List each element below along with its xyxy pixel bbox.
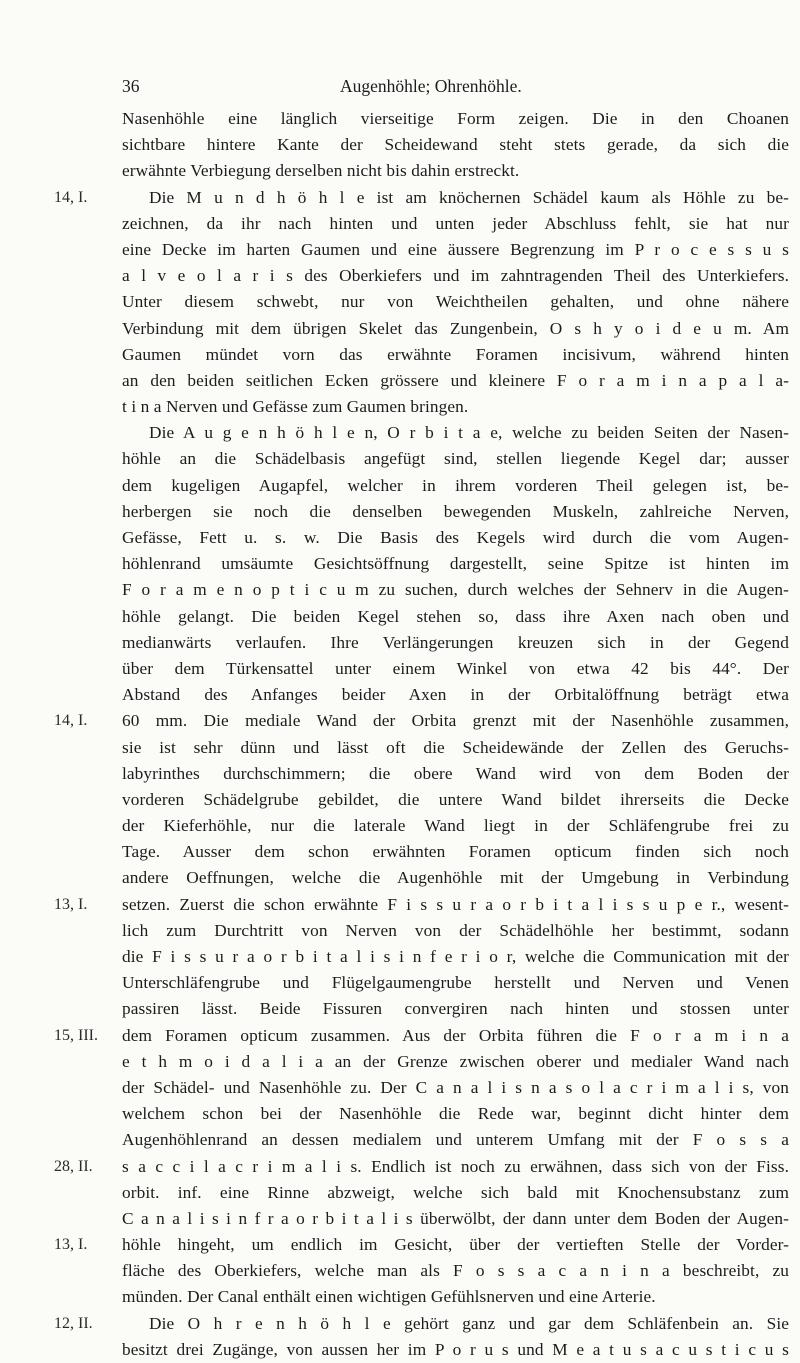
line-text: höhlenrand umsäumte Gesichtsöffnung dargestellt, seine Spitze ist hinten im [122,554,789,574]
text-line [0,1154,800,1180]
text-line [0,368,800,394]
text-line [0,577,800,603]
line-text: F o r a m e n o p t i c u m zu suchen, durch welches der Sehnerv in die Augen- [122,580,789,600]
line-text: erwähnte Verbiegung derselben nicht bis dahin erstreckt. [122,161,520,181]
line-text: medianwärts verlaufen. Ihre Verlängerungen kreuzen sich in der Gegend [122,632,789,652]
line-text: labyrinthes durchschimmern; die obere Wand wird von dem Boden der [122,763,789,783]
text-line [0,1180,800,1206]
text-line [0,263,800,289]
line-text: Verbindung mit dem übrigen Skelet das Zungenbein, O s h y o i d e u m. Am [122,318,789,338]
line-text: besitzt drei Zugänge, von aussen her im P o r u s und M e a t u s a c u s t i c u s [122,1339,789,1359]
line-text: dem Foramen opticum zusammen. Aus der Orbita führen die F o r a m i n a [122,1025,789,1045]
text-line [0,892,800,918]
text-line [0,839,800,865]
text-line [0,394,800,420]
text-line [0,787,800,813]
line-text: sie ist sehr dünn und lässt oft die Scheidewände der Zellen des Geruchs- [122,737,789,757]
line-text: a l v e o l a r i s des Oberkiefers und im zahntragenden Theil des Unterkiefers. [122,266,789,286]
line-text: lich zum Durchtritt von Nerven von der Schädelhöhle her bestimmt, sodann [122,920,789,940]
line-text: der Kieferhöhle, nur die laterale Wand liegt in der Schläfengrube frei zu [122,816,789,836]
line-text: s a c c i l a c r i m a l i s. Endlich ist noch zu erwähnen, dass sich von der Fiss. [122,1156,789,1176]
line-text: andere Oeffnungen, welche die Augenhöhle mit der Umgebung in Verbindung [122,868,789,888]
text-line [0,604,800,630]
text-line [0,473,800,499]
text-line [0,316,800,342]
line-text: e t h m o i d a l i a an der Grenze zwischen oberer und medialer Wand nach [122,1051,789,1071]
text-line [0,944,800,970]
text-line [0,682,800,708]
line-text: Die A u g e n h ö h l e n, O r b i t a e, welche zu beiden Seiten der Nasen- [149,423,789,443]
line-text: zeichnen, da ihr nach hinten und unten jeder Abschluss fehlt, sie hat nur [122,213,789,233]
margin-reference: 14, I. [54,188,88,206]
margin-reference: 14, I. [54,712,88,730]
text-line [0,656,800,682]
text-line [0,185,800,211]
line-text: Nasenhöhle eine länglich vierseitige Form zeigen. Die in den Choanen [122,109,789,128]
text-line [0,1284,800,1310]
text-line [0,735,800,761]
line-text: vorderen Schädelgrube gebildet, die untere Wand bildet ihrerseits die Decke [122,789,789,809]
line-text: Augenhöhlenrand an dessen medialem und unterem Umfang mit der F o s s a [122,1130,789,1150]
text-line [0,708,800,734]
text-line [0,1258,800,1284]
text-line [0,289,800,315]
text-line [0,1206,800,1232]
line-text: orbit. inf. eine Rinne abzweigt, welche sich bald mit Knochensubstanz zum [122,1182,789,1202]
line-text: Tage. Ausser dem schon erwähnten Foramen opticum finden sich noch [122,842,789,862]
line-text: höhle gelangt. Die beiden Kegel stehen so, dass ihre Axen nach oben und [122,606,789,626]
line-text: herbergen sie noch die denselben bewegenden Muskeln, zahlreiche Nerven, [122,501,789,521]
line-text: Die M u n d h ö h l e ist am knöchernen Schädel kaum als Höhle zu be- [149,187,789,207]
line-text: passiren lässt. Beide Fissuren convergiren nach hinten und stossen unter [122,999,789,1019]
text-line [0,499,800,525]
line-text: der Schädel- und Nasenhöhle zu. Der C a n a l i s n a s o l a c r i m a l i s, von [122,1077,789,1097]
margin-reference: 13, I. [54,895,88,913]
text-line [0,342,800,368]
line-text: höhle hingeht, um endlich im Gesicht, über der vertieften Stelle der Vorder- [122,1235,789,1255]
margin-reference: 12, II. [54,1314,93,1332]
text-line [0,1075,800,1101]
line-text: 60 mm. Die mediale Wand der Orbita grenzt mit der Nasenhöhle zusammen, [122,711,789,731]
body-text [0,106,800,1363]
line-text: eine Decke im harten Gaumen und eine äussere Begrenzung im P r o c e s s u s [122,239,789,259]
line-text: welchem schon bei der Nasenhöhle die Rede war, beginnt dicht hinter dem [122,1104,789,1124]
page-number: 36 [122,76,140,96]
line-text: über dem Türkensattel unter einem Winkel von etwa 42 bis 44°. Der [122,658,789,678]
page-header [0,76,800,100]
text-line [0,1049,800,1075]
line-text: die F i s s u r a o r b i t a l i s i n f e r i o r, welche die Communication mit der [122,947,789,966]
line-text: Abstand des Anfanges beider Axen in der Orbitalöffnung beträgt etwa [122,685,789,705]
line-text: münden. Der Canal enthält einen wichtigen Gefühlsnerven und eine Arterie. [122,1287,656,1307]
text-line [0,996,800,1022]
line-text: t i n a Nerven und Gefässe zum Gaumen bringen. [122,397,469,417]
text-line [0,525,800,551]
text-line [0,551,800,577]
text-line [0,237,800,263]
margin-reference: 13, I. [54,1236,88,1254]
line-text: Gefässe, Fett u. s. w. Die Basis des Kegels wird durch die vom Augen- [122,528,789,547]
text-line [0,1023,800,1049]
text-line [0,630,800,656]
text-line [0,446,800,472]
line-text: höhle an die Schädelbasis angefügt sind, stellen liegende Kegel dar; ausser [122,449,789,469]
text-line [0,761,800,787]
text-line [0,1232,800,1258]
text-line [0,132,800,158]
text-line [0,1311,800,1337]
line-text: C a n a l i s i n f r a o r b i t a l i s überwölbt, der dann unter dem Boden der Augen- [122,1208,789,1228]
line-text: sichtbare hintere Kante der Scheidewand steht stets gerade, da sich die [122,135,789,155]
line-text: Gaumen mündet vorn das erwähnte Foramen incisivum, während hinten [122,344,789,364]
text-line [0,1101,800,1127]
text-line [0,106,800,132]
text-line [0,1127,800,1153]
text-line [0,918,800,944]
text-line [0,813,800,839]
text-line [0,1337,800,1363]
line-text: Die O h r e n h ö h l e gehört ganz und gar dem Schläfenbein an. Sie [149,1313,789,1333]
line-text: Unterschläfengrube und Flügelgaumengrube herstellt und Nerven und Venen [122,973,789,993]
text-line [0,211,800,237]
text-line [0,420,800,446]
text-line [0,970,800,996]
margin-reference: 28, II. [54,1157,93,1175]
text-line [0,865,800,891]
text-line [0,158,800,184]
line-text: an den beiden seitlichen Ecken grössere und kleinere F o r a m i n a p a l a- [122,370,789,390]
margin-reference: 15, III. [54,1026,98,1044]
running-title: Augenhöhle; Ohrenhöhle. [340,76,522,96]
line-text: Unter diesem schwebt, nur von Weichtheilen gehalten, und ohne nähere [122,292,789,312]
line-text: dem kugeligen Augapfel, welcher in ihrem vorderen Theil gelegen ist, be- [122,475,789,495]
line-text: fläche des Oberkiefers, welche man als F o s s a c a n i n a beschreibt, zu [122,1261,789,1281]
line-text: setzen. Zuerst die schon erwähnte F i s s u r a o r b i t a l i s s u p e r., wesent- [122,894,789,914]
